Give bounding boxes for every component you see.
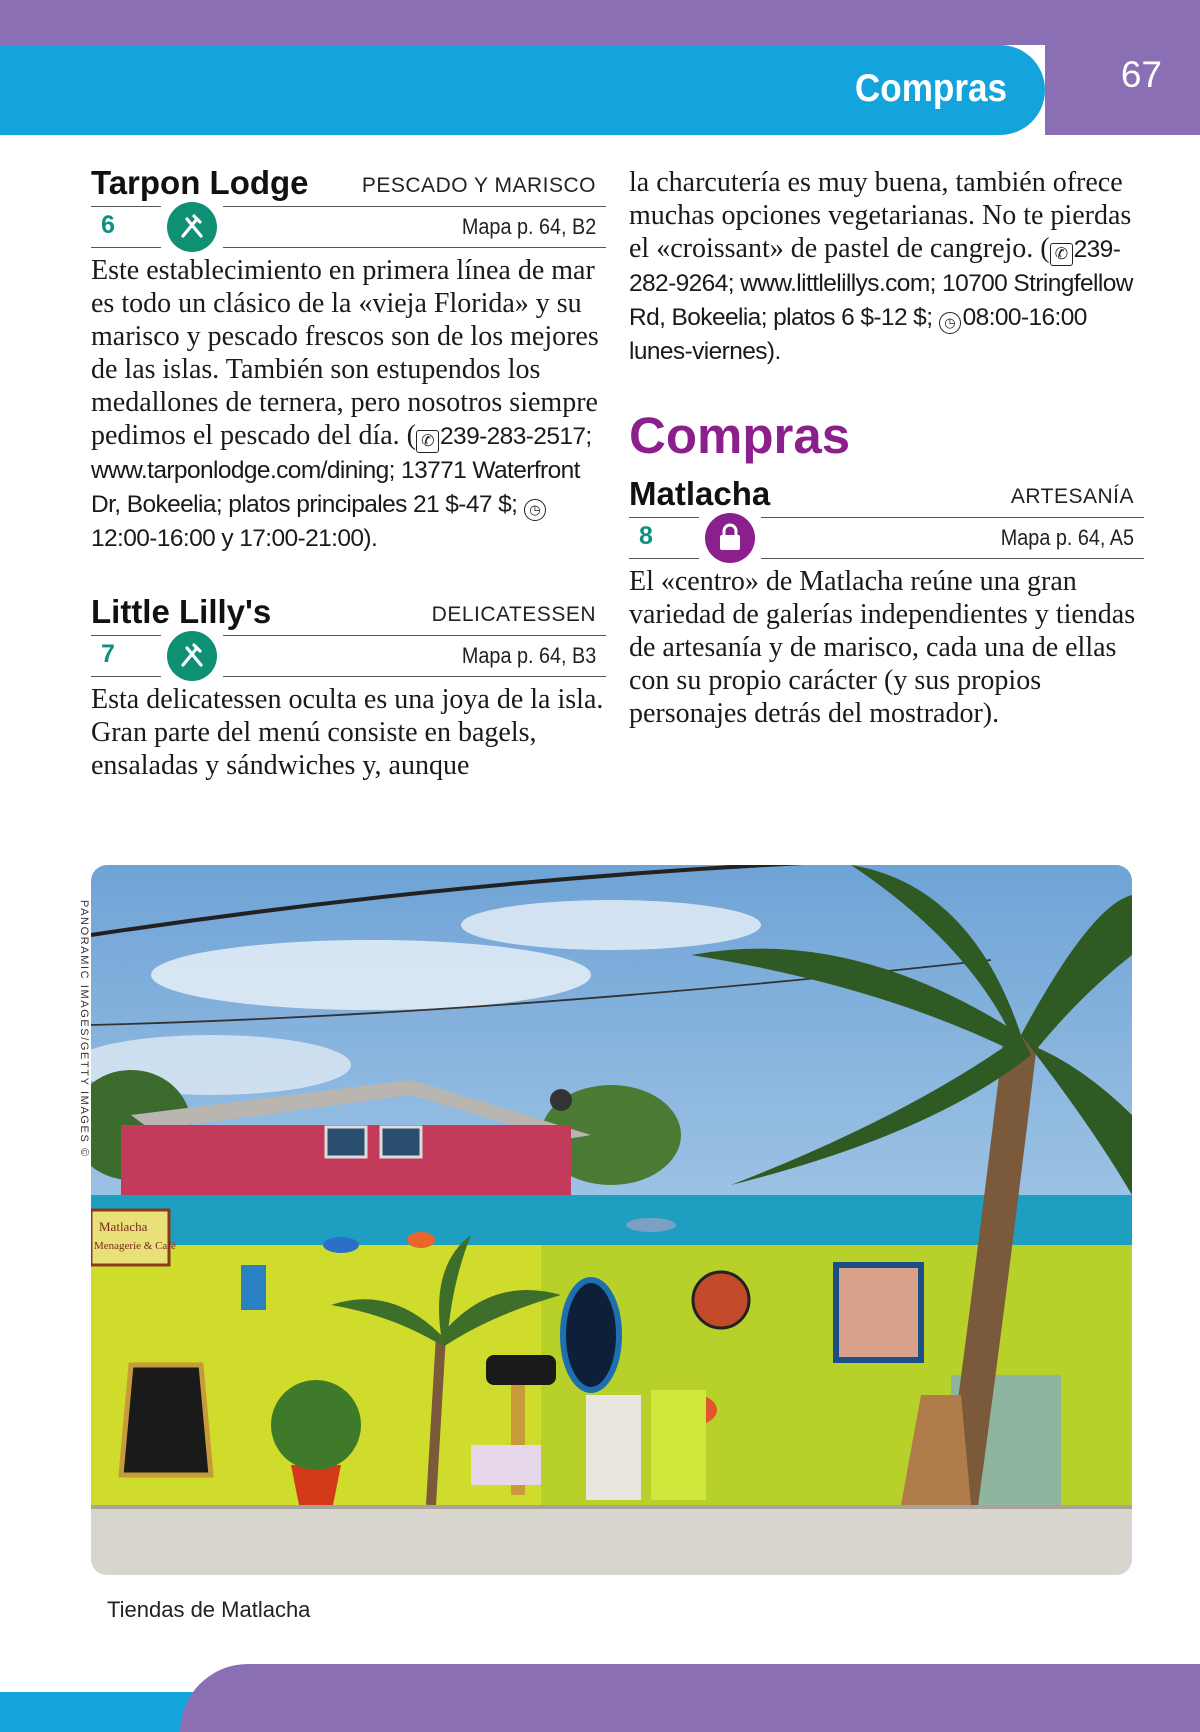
- entry-description-continued: la charcutería es muy buena, también ofrece muchas opciones vegetarianas. No te pierdas el «croissant» de pastel de cangrejo. ( ✆ 239-282-9264; www.littlelillys.com; 10700 Stringfellow Rd, Bokeelia; platos 6 $-12 $; ◷ 08:00-16:00 lunes-viernes).: [629, 167, 1133, 365]
- map-reference: Mapa p. 64, A5: [1000, 525, 1134, 550]
- right-column: [629, 160, 1144, 730]
- top-purple-band: [0, 0, 1200, 45]
- entry-name: Little Lilly's: [91, 593, 272, 630]
- section-title: Compras: [629, 407, 851, 464]
- photo-credit: PANORAMIC IMAGES/GETTY IMAGES ©: [78, 900, 90, 1158]
- entry-matlacha: [629, 471, 1144, 730]
- entry-description: Esta delicatessen oculta es una joya de la isla. Gran parte del menú consiste en bagels, ensaladas y sándwiches y, aunque: [91, 684, 604, 781]
- opening-hours: 08:00-16:00 lunes-viernes).: [629, 304, 1087, 365]
- entry-description: Este establecimiento en primera línea de mar es todo un clásico de la «vieja Florida» y su marisco y pescado frescos son de los mejores de las islas. También son estupendos los medallones de ternera, pero nosotros siempre pedimos el pescado del día. ( ✆ 239-283-2517; www.tarponlodge.com/dining; 13771 Waterfront Dr, Bokeelia; platos principales 21 $-47 $; ◷12:00-16:00 y 17:00-21:00).: [91, 255, 599, 552]
- opening-hours: 12:00-16:00 y 17:00-21:00).: [91, 525, 378, 552]
- phone-icon: ✆: [1050, 243, 1073, 266]
- entry-details: ; www.tarponlodge.com/dining; 13771 Waterfront Dr, Bokeelia; platos principales 21 $-47 $;: [91, 423, 592, 518]
- left-column: [91, 160, 606, 782]
- entry-header: [91, 589, 606, 635]
- entry-info-bar: [91, 206, 606, 248]
- entry-name: Matlacha: [629, 475, 771, 512]
- entry-name: Tarpon Lodge: [91, 164, 309, 201]
- clock-icon: ◷: [939, 312, 961, 334]
- phone-number: 239-282-9264: [629, 236, 1121, 297]
- phone-number: 239-283-2517: [440, 423, 586, 450]
- page-number-tab: [1045, 0, 1200, 135]
- phone-icon: ✆: [416, 430, 439, 453]
- entry-info-bar: [91, 635, 606, 677]
- chapter-header-band: [0, 45, 1045, 135]
- chapter-header-title: Compras: [854, 67, 1007, 110]
- entry-description: El «centro» de Matlacha reúne una gran variedad de galerías independientes y tiendas de artesanía y de marisco, cada una de ellas con su propio carácter (y sus propios personajes detrás del mostrador).: [629, 566, 1136, 729]
- photo-caption: Tiendas de Matlacha: [107, 1597, 311, 1622]
- cutlery-icon: [167, 202, 217, 252]
- entry-number: 6: [101, 211, 115, 239]
- entry-category: ARTESANÍA: [1010, 485, 1134, 508]
- entry-info-bar: [629, 517, 1144, 559]
- entry-little-lillys: [91, 589, 606, 782]
- cutlery-icon: [167, 631, 217, 681]
- entry-header: [629, 471, 1144, 517]
- page-number: 67: [1120, 54, 1162, 95]
- shop-sign-line2: Menagerie & Café: [94, 1240, 176, 1252]
- entry-category: PESCADO Y MARISCO: [361, 174, 596, 197]
- entry-tarpon-lodge: [91, 160, 606, 555]
- entry-details: ; www.littlelillys.com; 10700 Stringfellow Rd, Bokeelia; platos 6 $-12 $;: [629, 270, 1133, 331]
- entry-number: 7: [101, 640, 115, 668]
- clock-icon: ◷: [524, 499, 546, 521]
- footer-purple-band: [180, 1664, 1200, 1732]
- entry-category: DELICATESSEN: [431, 603, 596, 626]
- shop-sign-line1: Matlacha: [99, 1219, 148, 1234]
- entry-number: 8: [639, 522, 653, 550]
- shopping-bag-icon: [705, 513, 755, 563]
- map-reference: Mapa p. 64, B3: [461, 643, 596, 668]
- entry-header: [91, 160, 606, 206]
- map-reference: Mapa p. 64, B2: [461, 214, 596, 239]
